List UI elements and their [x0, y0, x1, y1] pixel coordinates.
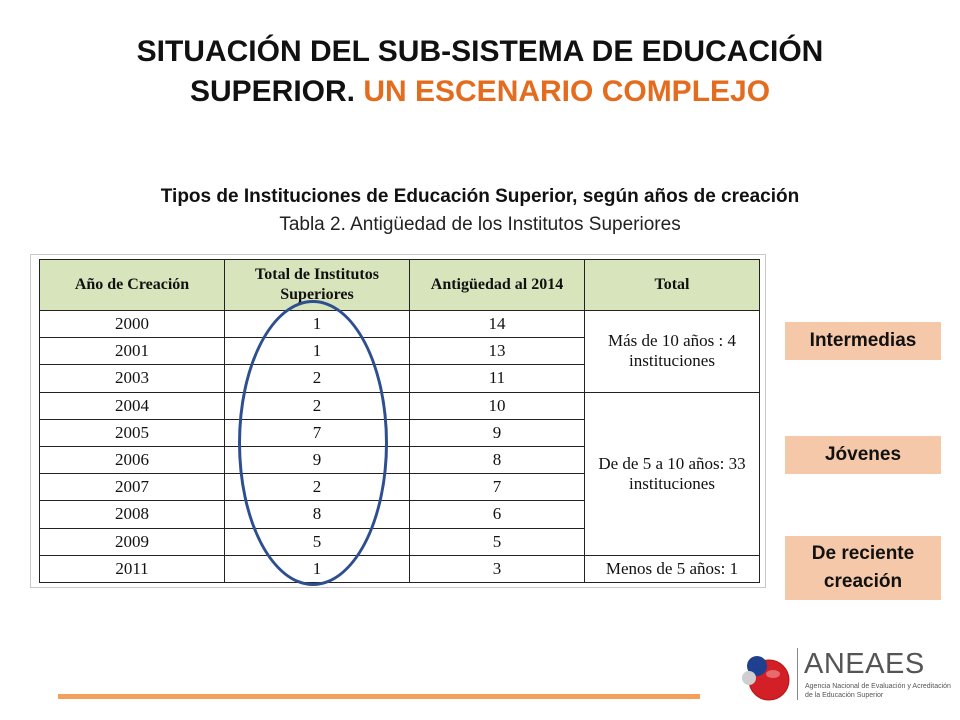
cell-total: 2	[225, 365, 410, 392]
cell-age: 9	[410, 419, 585, 446]
cell-age: 6	[410, 501, 585, 528]
table-row	[40, 392, 760, 419]
tag-reciente-creacion: De reciente creación	[785, 536, 941, 600]
cell-year: 2009	[40, 528, 225, 555]
cell-age: 11	[410, 365, 585, 392]
cell-year: 2011	[40, 555, 225, 582]
cell-age: 13	[410, 338, 585, 365]
cell-total: 1	[225, 338, 410, 365]
logo-name: ANEAES	[804, 648, 925, 680]
cell-age: 3	[410, 555, 585, 582]
cell-total: 1	[225, 555, 410, 582]
cell-year: 2005	[40, 419, 225, 446]
cell-age: 14	[410, 311, 585, 338]
cell-year: 2008	[40, 501, 225, 528]
cell-age: 7	[410, 474, 585, 501]
aneaes-logo-icon	[735, 644, 795, 704]
table-header-row	[40, 260, 760, 311]
cell-total: 8	[225, 501, 410, 528]
logo-description: Agencia Nacional de Evaluación y Acreditación de la Educación Superior	[805, 683, 951, 699]
slide-title-main: SITUACIÓN DEL SUB-SISTEMA DE EDUCACIÓN SUPERIOR.	[136, 35, 824, 108]
cell-total: 7	[225, 419, 410, 446]
cell-total: 1	[225, 311, 410, 338]
tag-jovenes: Jóvenes	[785, 436, 941, 474]
cell-age: 10	[410, 392, 585, 419]
header-total-institutes: Total de Institutos Superiores	[225, 260, 410, 311]
cell-total: 2	[225, 392, 410, 419]
slide-title-accent: UN ESCENARIO COMPLEJO	[363, 75, 771, 108]
cell-age: 8	[410, 446, 585, 473]
cell-age: 5	[410, 528, 585, 555]
cell-year: 2001	[40, 338, 225, 365]
cell-total: 5	[225, 528, 410, 555]
table-row	[40, 311, 760, 338]
slide-title	[60, 32, 900, 112]
header-age: Antigüedad al 2014	[410, 260, 585, 311]
table-row	[40, 555, 760, 582]
group-cell-under-5: Menos de 5 años: 1	[585, 555, 760, 582]
table-image-frame	[30, 254, 766, 588]
table-caption: Tabla 2. Antigüedad de los Institutos Superiores	[279, 214, 681, 235]
logo-divider	[797, 648, 798, 700]
tag-intermedias: Intermedias	[785, 322, 941, 360]
table-subtitle: Tipos de Instituciones de Educación Superior, según años de creación	[160, 186, 800, 207]
cell-total: 9	[225, 446, 410, 473]
footer-bar	[58, 694, 700, 699]
group-cell-5-to-10: De de 5 a 10 años: 33 instituciones	[585, 392, 760, 555]
header-year: Año de Creación	[40, 260, 225, 311]
cell-year: 2007	[40, 474, 225, 501]
cell-total: 2	[225, 474, 410, 501]
cell-year: 2003	[40, 365, 225, 392]
institutes-table	[39, 259, 760, 583]
cell-year: 2004	[40, 392, 225, 419]
cell-year: 2000	[40, 311, 225, 338]
header-total: Total	[585, 260, 760, 311]
group-cell-over-10: Más de 10 años : 4 instituciones	[585, 311, 760, 393]
cell-year: 2006	[40, 446, 225, 473]
